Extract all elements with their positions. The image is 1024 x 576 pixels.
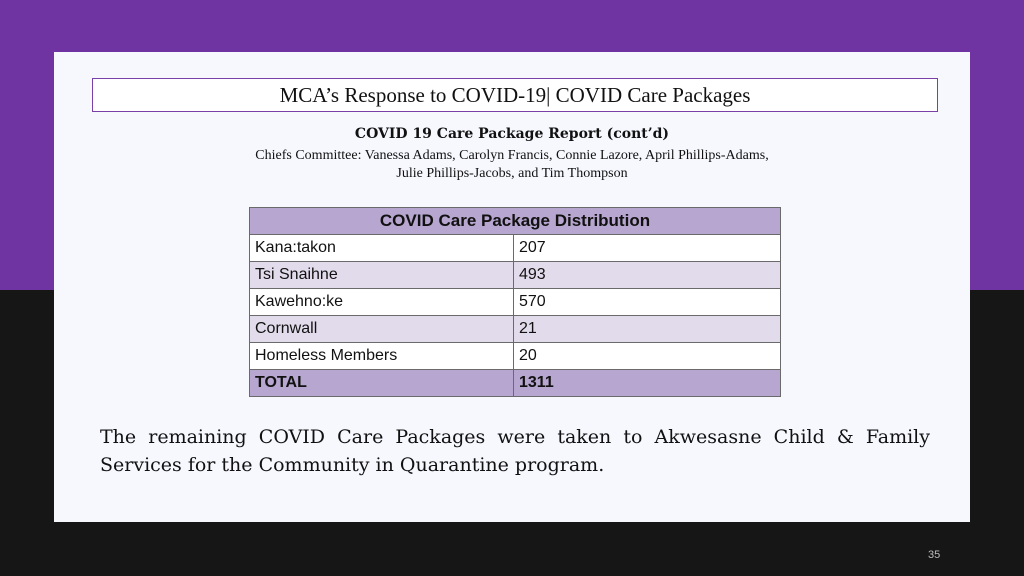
distribution-table-container (249, 207, 781, 397)
committee-line-2: Julie Phillips-Jacobs, and Tim Thompson (396, 166, 628, 181)
count-cell: 20 (514, 343, 781, 370)
table-header-row (250, 208, 781, 235)
table-row (250, 235, 781, 262)
location-cell: Kana:takon (250, 235, 514, 262)
count-cell: 570 (514, 289, 781, 316)
table-row (250, 262, 781, 289)
location-cell: Homeless Members (250, 343, 514, 370)
body-paragraph: The remaining COVID Care Packages were taken to Akwesasne Child & Family Services for the Community in Quarantine program. (100, 426, 930, 476)
table-row (250, 343, 781, 370)
count-cell: 493 (514, 262, 781, 289)
table-header: COVID Care Package Distribution (250, 208, 781, 235)
table-row (250, 289, 781, 316)
location-cell: Tsi Snaihne (250, 262, 514, 289)
location-cell: Cornwall (250, 316, 514, 343)
committee-members (54, 147, 970, 183)
location-cell: Kawehno:ke (250, 289, 514, 316)
table-row (250, 316, 781, 343)
count-cell: 207 (514, 235, 781, 262)
slide-panel (54, 52, 970, 522)
count-cell: 21 (514, 316, 781, 343)
total-count-cell: 1311 (514, 370, 781, 397)
committee-line-1: Chiefs Committee: Vanessa Adams, Carolyn Francis, Connie Lazore, April Phillips-Adams, (255, 148, 769, 163)
page-number: 35 (928, 549, 941, 561)
report-heading: COVID 19 Care Package Report (cont’d) (354, 126, 670, 142)
table-total-row (250, 370, 781, 397)
slide-title: MCA’s Response to COVID-19| COVID Care Packages (92, 78, 938, 112)
total-label-cell: TOTAL (250, 370, 514, 397)
distribution-table (249, 207, 781, 397)
